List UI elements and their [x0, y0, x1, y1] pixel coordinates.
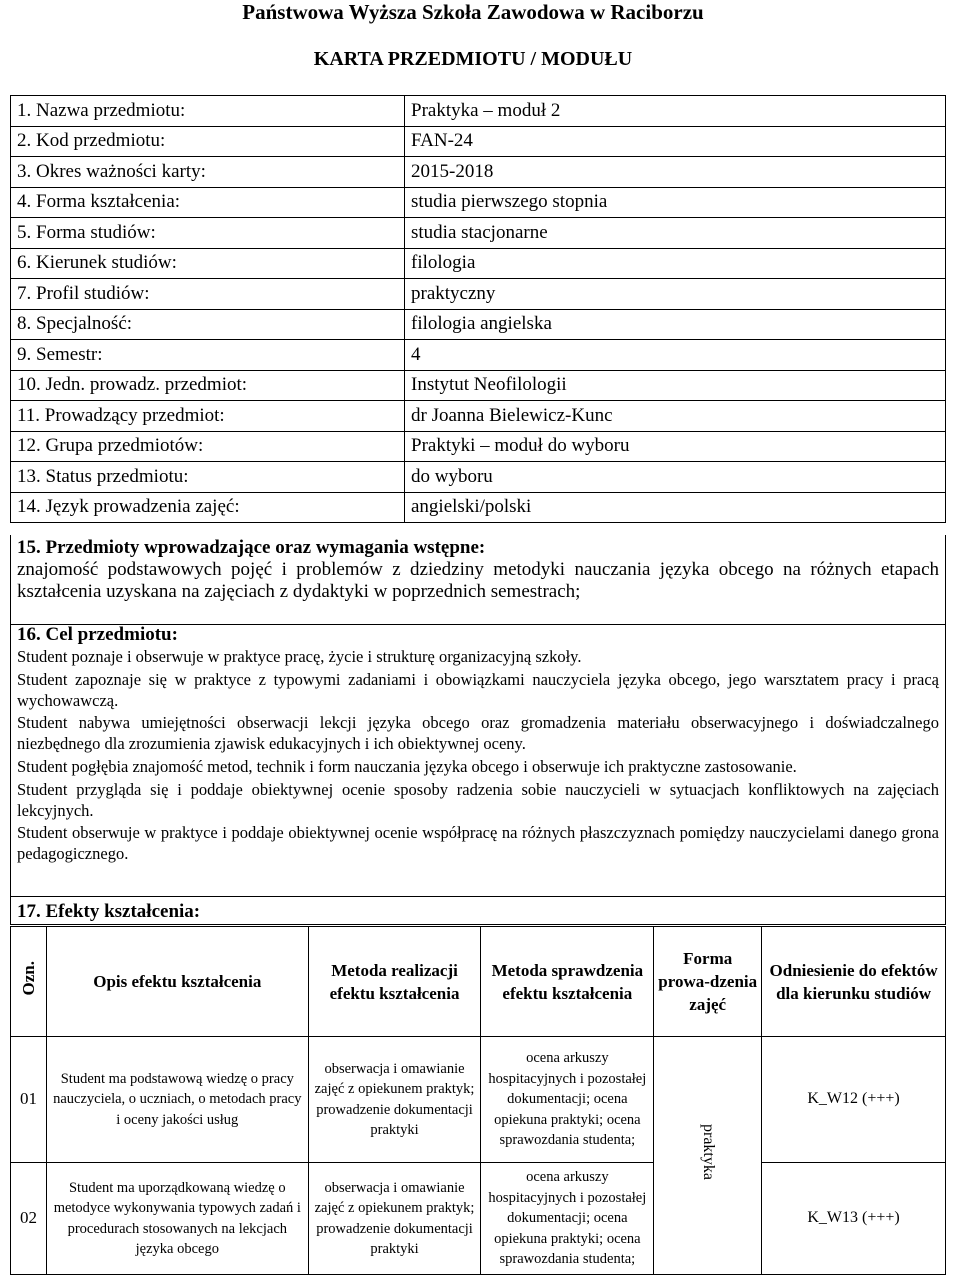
- goal-paragraph: Student pogłębia znajomość metod, technik i form nauczania języka obcego i obserwuje ich praktyczne zastosowanie.: [17, 756, 797, 776]
- info-row: [11, 126, 946, 157]
- goal-paragraph: Student obserwuje w praktyce i poddaje obiektywnej ocenie współpracę na różnych płaszczyznach pomiędzy nauczycielami danego grona pedagogicznego.: [17, 823, 939, 864]
- outcome-verification: ocena arkuszy hospitacyjnych i pozostałej dokumentacji; ocena opiekuna praktyki; ocena sprawozdania studenta;: [481, 1037, 654, 1163]
- info-value: filologia: [405, 248, 946, 279]
- course-goal-heading: 16. Cel przedmiotu:: [17, 624, 178, 645]
- university-title: Państwowa Wyższa Szkoła Zawodowa w Raciborzu: [242, 0, 704, 24]
- info-value: angielski/polski: [405, 492, 946, 523]
- info-label: 10. Jedn. prowadz. przedmiot:: [11, 370, 405, 401]
- info-value: studia stacjonarne: [405, 218, 946, 249]
- outcome-description: Student ma uporządkowaną wiedzę o metodyce wykonywania typowych zadań i procedurach stosowanych na lekcjach języka obcego: [46, 1163, 308, 1275]
- info-row: [11, 401, 946, 432]
- outcome-verification: ocena arkuszy hospitacyjnych i pozostałej dokumentacji; ocena opiekuna praktyki; ocena sprawozdania studenta;: [481, 1163, 654, 1275]
- info-value: FAN-24: [405, 126, 946, 157]
- column-header-id: Ozn.: [11, 927, 47, 1037]
- info-label: 11. Prowadzący przedmiot:: [11, 401, 405, 432]
- column-header-form: Forma prowa-dzenia zajęć: [654, 927, 762, 1037]
- card-title: KARTA PRZEDMIOTU / MODUŁU: [313, 48, 633, 70]
- info-row: [11, 187, 946, 218]
- info-label: 7. Profil studiów:: [11, 279, 405, 310]
- info-label: 6. Kierunek studiów:: [11, 248, 405, 279]
- outcome-description: Student ma podstawową wiedzę o pracy nauczyciela, o uczniach, o metodach pracy i oceny jakości usług: [46, 1037, 308, 1163]
- info-label: 9. Semestr:: [11, 340, 405, 371]
- info-row: [11, 248, 946, 279]
- info-label: 14. Język prowadzenia zajęć:: [11, 492, 405, 523]
- info-row: [11, 370, 946, 401]
- info-value: studia pierwszego stopnia: [405, 187, 946, 218]
- outcome-row: [11, 1163, 946, 1275]
- info-label: 2. Kod przedmiotu:: [11, 126, 405, 157]
- info-value: do wyboru: [405, 462, 946, 493]
- info-value: 4: [405, 340, 946, 371]
- info-value: filologia angielska: [405, 309, 946, 340]
- info-row: [11, 431, 946, 462]
- column-header-description: Opis efektu kształcenia: [46, 927, 308, 1037]
- outcome-id: 02: [11, 1163, 47, 1275]
- outcome-method: obserwacja i omawianie zajęć z opiekunem praktyk; prowadzenie dokumentacji praktyki: [308, 1163, 481, 1275]
- column-header-verification: Metoda sprawdzenia efektu kształcenia: [481, 927, 654, 1037]
- prerequisites-heading: 15. Przedmioty wprowadzające oraz wymagania wstępne:: [17, 537, 486, 558]
- info-value: praktyczny: [405, 279, 946, 310]
- outcome-form: praktyka: [654, 1037, 762, 1275]
- info-row: [11, 492, 946, 523]
- info-label: 8. Specjalność:: [11, 309, 405, 340]
- learning-outcomes-table: [10, 926, 946, 1275]
- outcome-reference: K_W12 (+++): [762, 1037, 946, 1163]
- info-label: 1. Nazwa przedmiotu:: [11, 96, 405, 127]
- course-goal-section: [10, 624, 946, 897]
- goal-paragraph: Student poznaje i obserwuje w praktyce pracę, życie i strukturę organizacyjną szkoły.: [17, 647, 582, 666]
- learning-outcomes-heading: 17. Efekty kształcenia:: [17, 901, 201, 922]
- info-value: dr Joanna Bielewicz-Kunc: [405, 401, 946, 432]
- course-info-table: [10, 95, 946, 523]
- info-value: Praktyki – moduł do wyboru: [405, 431, 946, 462]
- info-value: Praktyka – moduł 2: [405, 96, 946, 127]
- outcome-reference: K_W13 (+++): [762, 1163, 946, 1275]
- info-label: 13. Status przedmiotu:: [11, 462, 405, 493]
- info-label: 3. Okres ważności karty:: [11, 157, 405, 188]
- goal-paragraph: Student nabywa umiejętności obserwacji lekcji języka obcego oraz gromadzenia materiału obserwacyjnego i doświadczalnego niezbędnego dla zrozumienia zjawisk edukacyjnych i ich obiektywnej oceny.: [17, 713, 939, 754]
- learning-outcomes-section: [10, 896, 946, 925]
- info-row: [11, 462, 946, 493]
- info-value: 2015-2018: [405, 157, 946, 188]
- info-row: [11, 279, 946, 310]
- prerequisites-section: [10, 535, 946, 625]
- prerequisites-text: znajomość podstawowych pojęć i problemów z dziedziny metodyki nauczania języka obcego na różnych etapach kształcenia uzyskana na zajęciach z dydaktyki w poprzednich semestrach;: [17, 559, 939, 602]
- info-row: [11, 309, 946, 340]
- info-value: Instytut Neofilologii: [405, 370, 946, 401]
- outcome-method: obserwacja i omawianie zajęć z opiekunem praktyk; prowadzenie dokumentacji praktyki: [308, 1037, 481, 1163]
- info-label: 12. Grupa przedmiotów:: [11, 431, 405, 462]
- goal-paragraph: Student zapoznaje się w praktyce z typowymi zadaniami i obowiązkami nauczyciela języka obcego, jego warsztatem pracy i pracą wychowawczą.: [17, 669, 939, 710]
- info-row: [11, 96, 946, 127]
- info-row: [11, 340, 946, 371]
- outcome-id: 01: [11, 1037, 47, 1163]
- info-label: 5. Forma studiów:: [11, 218, 405, 249]
- column-header-reference: Odniesienie do efektów dla kierunku studiów: [762, 927, 946, 1037]
- column-header-method: Metoda realizacji efektu kształcenia: [308, 927, 481, 1037]
- goal-paragraph: Student przygląda się i poddaje obiektywnej ocenie sposoby radzenia sobie nauczycieli w sytuacjach konfliktowych na zajęciach lekcyjnych.: [17, 779, 939, 820]
- outcome-row: [11, 1037, 946, 1163]
- info-row: [11, 157, 946, 188]
- info-row: [11, 218, 946, 249]
- info-label: 4. Forma kształcenia:: [11, 187, 405, 218]
